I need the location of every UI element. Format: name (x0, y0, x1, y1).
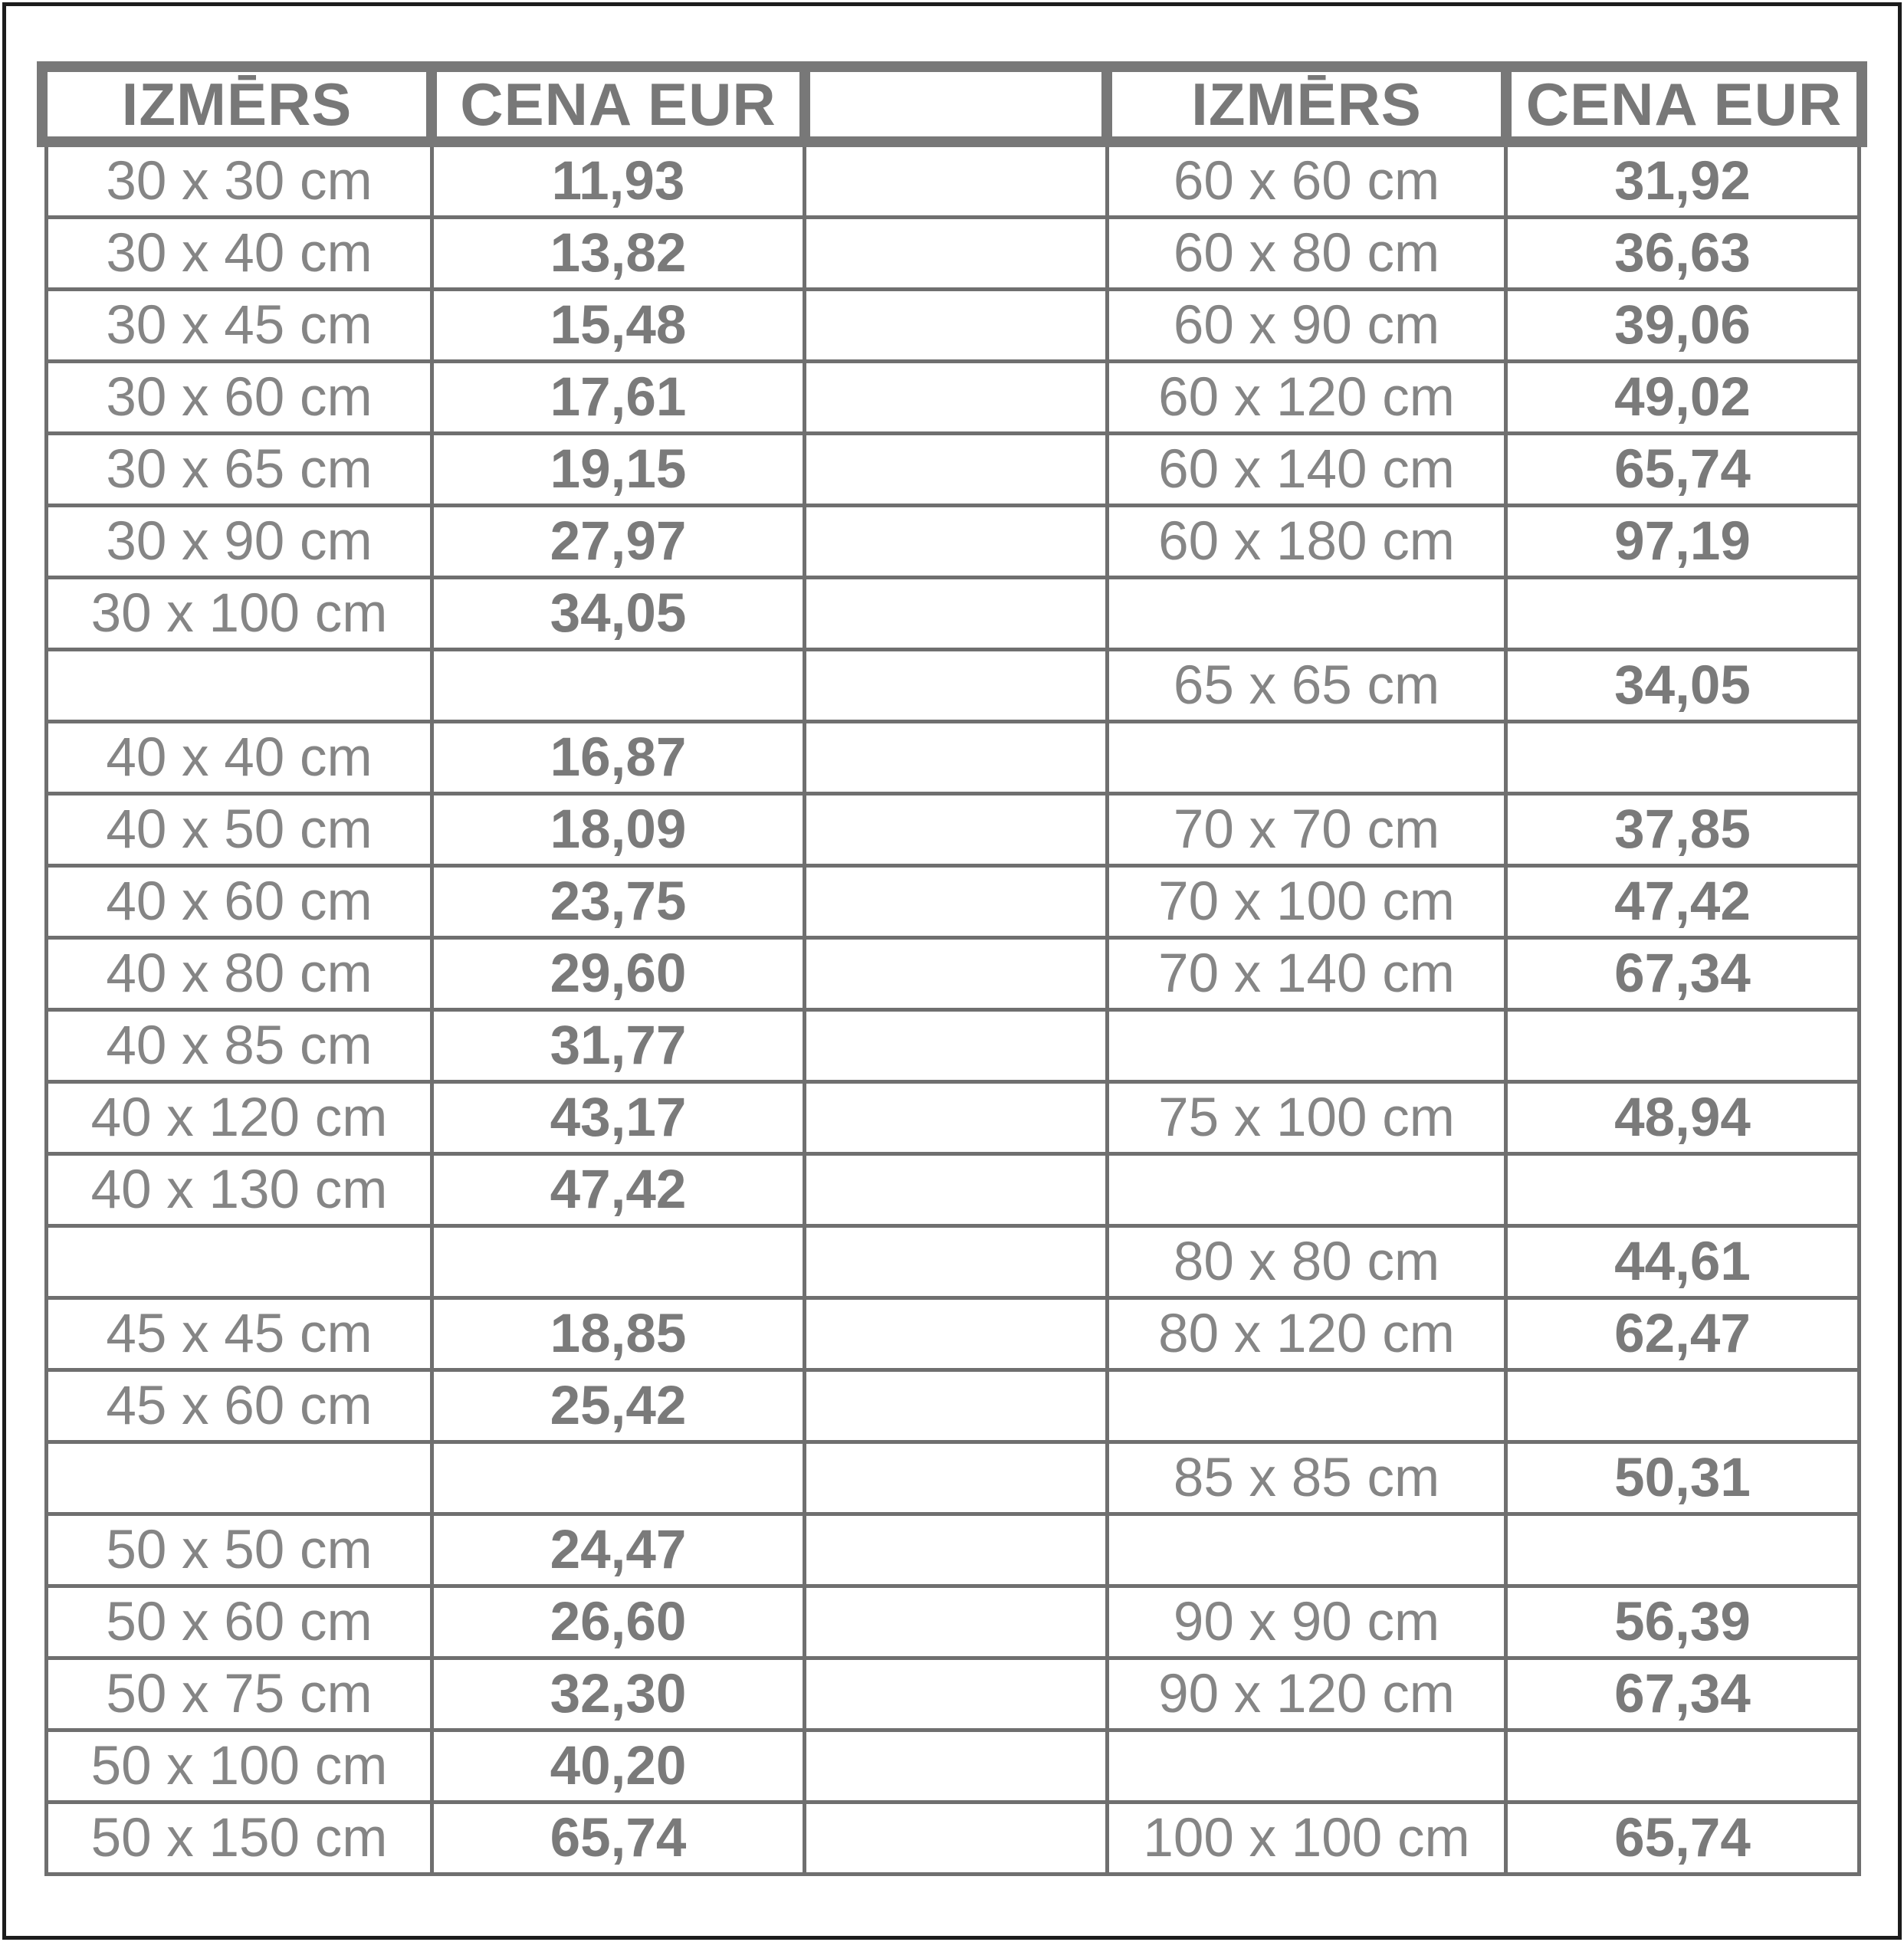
size-cell-right: 60 x 120 cm (1109, 363, 1504, 431)
spacer-cell (806, 1804, 1105, 1872)
price-cell-left: 31,77 (434, 1012, 803, 1080)
spacer-cell (806, 1516, 1105, 1584)
spacer-cell (806, 1228, 1105, 1296)
size-cell-left: 50 x 60 cm (48, 1588, 430, 1656)
spacer-cell (806, 723, 1105, 792)
size-cell-right: 90 x 120 cm (1109, 1660, 1504, 1728)
price-cell-right: 34,05 (1508, 651, 1857, 720)
price-cell-left (434, 1444, 803, 1512)
spacer-cell (806, 1156, 1105, 1224)
price-cell-right: 49,02 (1508, 363, 1857, 431)
size-cell-left: 40 x 80 cm (48, 940, 430, 1008)
header-size-left: IZMĒRS (48, 72, 426, 136)
price-cell-left: 17,61 (434, 363, 803, 431)
header-size-right: IZMĒRS (1112, 72, 1501, 136)
spacer-cell (806, 868, 1105, 936)
price-cell-right: 65,74 (1508, 1804, 1857, 1872)
size-cell-left: 45 x 45 cm (48, 1300, 430, 1368)
spacer-cell (806, 1300, 1105, 1368)
size-cell-left: 50 x 100 cm (48, 1732, 430, 1800)
spacer-cell (806, 1372, 1105, 1440)
price-cell-left: 26,60 (434, 1588, 803, 1656)
size-cell-left: 40 x 120 cm (48, 1084, 430, 1152)
size-cell-right: 70 x 70 cm (1109, 795, 1504, 864)
spacer-cell (806, 1660, 1105, 1728)
price-cell-right (1508, 1516, 1857, 1584)
size-cell-left: 40 x 85 cm (48, 1012, 430, 1080)
price-cell-left: 40,20 (434, 1732, 803, 1800)
price-cell-left: 24,47 (434, 1516, 803, 1584)
size-cell-left: 50 x 50 cm (48, 1516, 430, 1584)
size-cell-left (48, 1228, 430, 1296)
size-cell-right (1109, 579, 1504, 648)
size-cell-right: 70 x 100 cm (1109, 868, 1504, 936)
price-cell-right: 50,31 (1508, 1444, 1857, 1512)
price-cell-right: 37,85 (1508, 795, 1857, 864)
size-cell-right: 100 x 100 cm (1109, 1804, 1504, 1872)
spacer-cell (806, 1084, 1105, 1152)
spacer-cell (806, 1588, 1105, 1656)
size-cell-right: 80 x 80 cm (1109, 1228, 1504, 1296)
size-cell-right (1109, 723, 1504, 792)
price-cell-left: 11,93 (434, 147, 803, 215)
size-cell-left (48, 651, 430, 720)
size-cell-left: 40 x 130 cm (48, 1156, 430, 1224)
price-cell-right (1508, 1732, 1857, 1800)
price-cell-left: 19,15 (434, 435, 803, 504)
spacer-cell (806, 363, 1105, 431)
spacer-cell (806, 435, 1105, 504)
size-cell-left: 50 x 75 cm (48, 1660, 430, 1728)
size-cell-left: 30 x 45 cm (48, 291, 430, 359)
header-price-left: CENA EUR (437, 72, 799, 136)
size-cell-right (1109, 1732, 1504, 1800)
size-cell-right: 65 x 65 cm (1109, 651, 1504, 720)
size-cell-left: 40 x 60 cm (48, 868, 430, 936)
spacer-cell (806, 651, 1105, 720)
price-cell-right: 56,39 (1508, 1588, 1857, 1656)
size-cell-left (48, 1444, 430, 1512)
price-cell-right (1508, 1156, 1857, 1224)
size-cell-right (1109, 1012, 1504, 1080)
price-cell-right: 39,06 (1508, 291, 1857, 359)
size-cell-right (1109, 1156, 1504, 1224)
price-cell-left: 47,42 (434, 1156, 803, 1224)
spacer-cell (806, 795, 1105, 864)
price-cell-left: 27,97 (434, 507, 803, 576)
spacer-cell (806, 579, 1105, 648)
size-cell-left: 30 x 65 cm (48, 435, 430, 504)
price-cell-right: 62,47 (1508, 1300, 1857, 1368)
size-cell-right: 75 x 100 cm (1109, 1084, 1504, 1152)
price-cell-left: 18,09 (434, 795, 803, 864)
size-cell-right: 60 x 60 cm (1109, 147, 1504, 215)
price-cell-left (434, 651, 803, 720)
price-cell-right: 31,92 (1508, 147, 1857, 215)
spacer-cell (806, 147, 1105, 215)
price-cell-left: 13,82 (434, 219, 803, 287)
price-cell-left: 15,48 (434, 291, 803, 359)
size-cell-right: 90 x 90 cm (1109, 1588, 1504, 1656)
size-cell-right: 60 x 90 cm (1109, 291, 1504, 359)
size-cell-left: 30 x 90 cm (48, 507, 430, 576)
spacer-cell (806, 940, 1105, 1008)
price-cell-right (1508, 579, 1857, 648)
size-cell-right: 60 x 80 cm (1109, 219, 1504, 287)
spacer-cell (806, 291, 1105, 359)
price-cell-left: 32,30 (434, 1660, 803, 1728)
price-cell-right: 48,94 (1508, 1084, 1857, 1152)
spacer-cell (806, 1732, 1105, 1800)
size-cell-left: 40 x 50 cm (48, 795, 430, 864)
price-cell-right (1508, 1012, 1857, 1080)
price-cell-left: 43,17 (434, 1084, 803, 1152)
size-cell-right (1109, 1372, 1504, 1440)
header-spacer (810, 72, 1101, 136)
size-cell-right (1109, 1516, 1504, 1584)
price-cell-right: 67,34 (1508, 1660, 1857, 1728)
price-cell-right: 65,74 (1508, 435, 1857, 504)
size-cell-left: 50 x 150 cm (48, 1804, 430, 1872)
size-cell-left: 30 x 60 cm (48, 363, 430, 431)
size-cell-right: 70 x 140 cm (1109, 940, 1504, 1008)
header-price-right: CENA EUR (1512, 72, 1856, 136)
price-cell-right: 97,19 (1508, 507, 1857, 576)
spacer-cell (806, 219, 1105, 287)
price-cell-left (434, 1228, 803, 1296)
size-cell-left: 45 x 60 cm (48, 1372, 430, 1440)
size-cell-left: 30 x 30 cm (48, 147, 430, 215)
price-cell-right (1508, 1372, 1857, 1440)
price-cell-left: 16,87 (434, 723, 803, 792)
size-cell-right: 60 x 180 cm (1109, 507, 1504, 576)
spacer-cell (806, 507, 1105, 576)
price-cell-right: 44,61 (1508, 1228, 1857, 1296)
price-cell-left: 34,05 (434, 579, 803, 648)
size-cell-left: 30 x 40 cm (48, 219, 430, 287)
spacer-cell (806, 1012, 1105, 1080)
size-cell-right: 60 x 140 cm (1109, 435, 1504, 504)
size-cell-right: 85 x 85 cm (1109, 1444, 1504, 1512)
price-cell-left: 29,60 (434, 940, 803, 1008)
price-cell-left: 65,74 (434, 1804, 803, 1872)
price-cell-right (1508, 723, 1857, 792)
spacer-cell (806, 1444, 1105, 1512)
price-cell-left: 23,75 (434, 868, 803, 936)
size-cell-right: 80 x 120 cm (1109, 1300, 1504, 1368)
price-cell-right: 67,34 (1508, 940, 1857, 1008)
price-cell-left: 25,42 (434, 1372, 803, 1440)
price-cell-right: 36,63 (1508, 219, 1857, 287)
size-cell-left: 30 x 100 cm (48, 579, 430, 648)
price-table-body (44, 147, 1861, 1876)
price-cell-left: 18,85 (434, 1300, 803, 1368)
price-table-header (37, 61, 1867, 147)
price-cell-right: 47,42 (1508, 868, 1857, 936)
size-cell-left: 40 x 40 cm (48, 723, 430, 792)
